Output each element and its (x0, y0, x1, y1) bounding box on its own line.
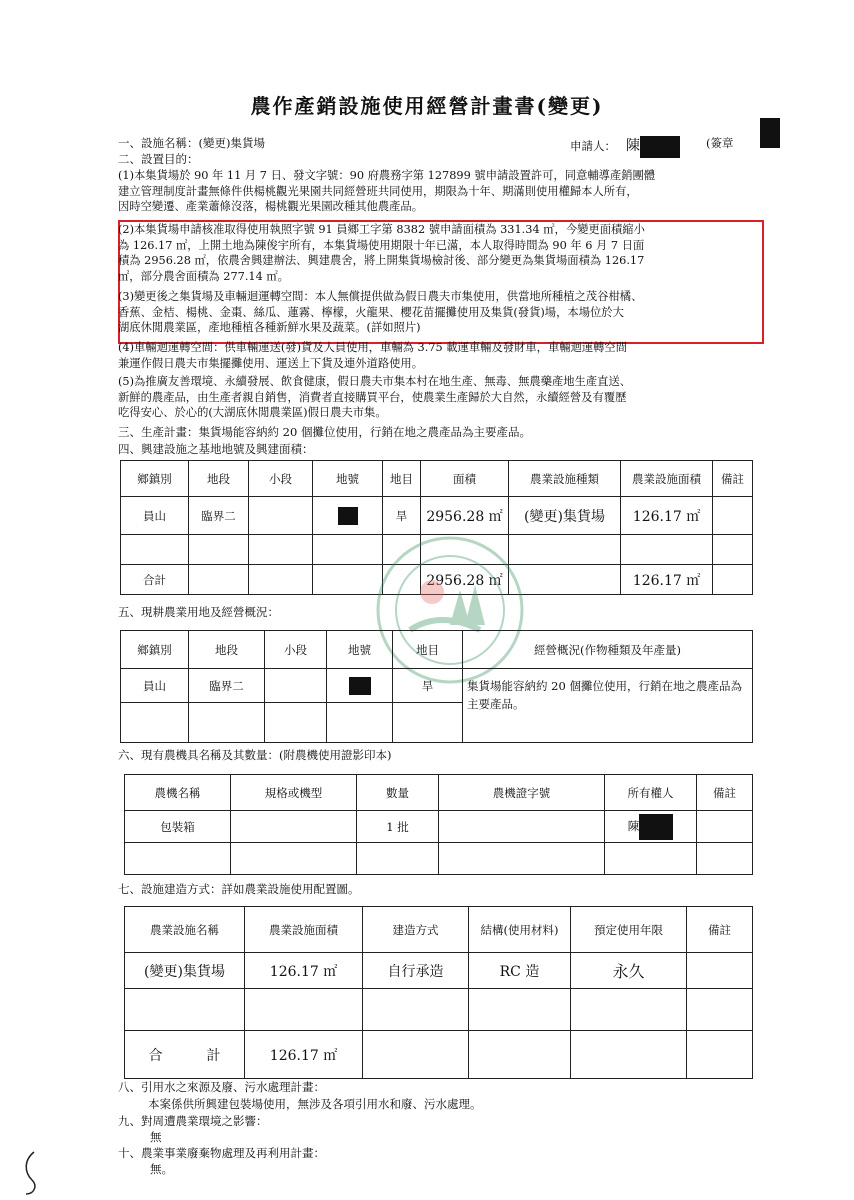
section2-heading: 二、設置目的： (118, 152, 199, 166)
purpose-para-4: (4)車輛迴運轉空間：供車輛運送(發)貨及人員使用，車輛為 3.75 載運車輛及發財車，車輛迴運轉空間 兼運作假日農夫市集擺攤使用、運送上下貨及連外道路使用。 (118, 341, 628, 370)
production-plan: 三、生產計畫：集貨場能容納約 20 個攤位使用，行銷在地之農產品為主要產品。 (118, 425, 531, 439)
parcel-redaction (338, 507, 358, 525)
table-header-row: 農機名稱 規格或機型 數量 農機證字號 所有權人 備註 (125, 775, 753, 811)
owner-cell: 陳 (605, 811, 697, 843)
sign-label: (簽章 (706, 136, 734, 150)
applicant-label: 申請人： 陳 (570, 136, 680, 158)
section4-heading: 四、興建設施之基地地號及興建面積： (118, 442, 314, 456)
operation-summary: 集貨場能容納約 20 個攤位使用，行銷在地之農產品為主要產品。 (463, 669, 753, 743)
machinery-table (124, 774, 753, 875)
owner-redaction (639, 814, 673, 840)
section5-heading: 五、現耕農業用地及經營概況： (118, 605, 279, 619)
table-header-row: 鄉鎮別 地段 小段 地號 地目 經營概況(作物種類及年產量) (121, 631, 753, 669)
farmland-table (120, 630, 753, 743)
parcel-redaction (349, 677, 371, 695)
applicant-redaction (640, 136, 680, 158)
purpose-para-2: (2)本集貨場申請核准取得使用執照字號 91 員鄉工字第 8382 號申請面積為 331.34 ㎡，今變更面積縮小 為 126.17 ㎡，上開土地為陳俊宇所有，本集貨場使用期限十年已滿，本人取得時間為 90 年 6 月 7 日面 積為 2956.28 ㎡，依農舍興建辦法、興建農舍，將上開集貨場檢討後、部分變更為集貨場面積為 126.17 ㎡，部分農舍面積為 277.14 ㎡。 (118, 223, 645, 283)
purpose-para-1: (1)本集貨場於 90 年 11 月 7 日、發文字號：90 府農務字第 127899 號申請設置許可，同意輔導產銷團體 建立管理制度計畫無條件供楊桃觀光果園共同經營班共同使用，期限為十年、期滿則使用權歸本人所有， 因時空變遷、產業蕭條沒落，楊桃觀光果園改種其他農產品。 (118, 169, 656, 213)
section8-heading: 八、引用水之來源及廢、污水處理計畫： (118, 1080, 325, 1094)
table-total-row: 合 計 126.17 ㎡ (125, 1031, 753, 1079)
table-row: 員山 臨界二 旱 集貨場能容納約 20 個攤位使用，行銷在地之農產品為主要產品。 (121, 669, 753, 703)
handwritten-mark-icon (22, 1150, 42, 1196)
facility-table (124, 906, 753, 1079)
table-row: 包裝箱 1 批 陳 (125, 811, 753, 843)
parcel-number-cell (327, 669, 393, 703)
section9-text: 無 (150, 1130, 162, 1144)
parcel-number-cell (313, 497, 383, 535)
purpose-para-5: (5)為推廣友善環境、永續發展、飲食健康，假日農夫市集本村在地生產、無毒、無農藥產地生產直送、 新鮮的農產品，由生產者親自銷售，消費者直接購買平台，使農業生產歸於大自然，永續經營及有覆歷 吃得安心、於心的(大湖底休閒農業區)假日農夫市集。 (118, 375, 632, 419)
section9-heading: 九、對周遭農業環境之影響： (118, 1114, 268, 1128)
section10-text: 無。 (150, 1162, 173, 1176)
purpose-para-3: (3)變更後之集貨場及車輛迴運轉空間：本人無償提供做為假日農夫市集使用，供當地所種植之茂谷柑橘、 香蕉、金桔、楊桃、金棗、絲瓜、蓮霧、檸檬，火龍果、櫻花苗擺攤使用及集貨(發貨)場，本場位於大 湖底休閒農業區，產地種植各種新鮮水果及蔬菜。(詳如照片) (118, 290, 643, 334)
section7-heading: 七、設施建造方式：詳如農業設施使用配置圖。 (118, 882, 360, 896)
table-total-row: 合計 2956.28 ㎡ 126.17 ㎡ (121, 565, 753, 595)
facility-name: 一、設施名稱：(變更)集貨場 (118, 136, 265, 150)
table-row: (變更)集貨場 126.17 ㎡ 自行承造 RC 造 永久 (125, 953, 753, 989)
page-title: 農作產銷設施使用經營計畫書(變更) (250, 94, 604, 118)
section8-text: 本案係供所興建包裝場使用，無涉及各項引用水和廢、污水處理。 (148, 1097, 482, 1111)
table-row: 員山 臨界二 旱 2956.28 ㎡ (變更)集貨場 126.17 ㎡ (121, 497, 753, 535)
table-row (125, 843, 753, 875)
table-header-row: 農業設施名稱 農業設施面積 建造方式 結構(使用材料) 預定使用年限 備註 (125, 907, 753, 953)
total-label: 合 計 (125, 1031, 245, 1079)
table-header-row: 鄉鎮別 地段 小段 地號 地目 面積 農業設施種類 農業設施面積 備註 (121, 461, 753, 497)
section10-heading: 十、農業事業廢棄物處理及再利用計畫： (118, 1146, 325, 1160)
table-row (125, 989, 753, 1031)
section6-heading: 六、現有農機具名稱及其數量：(附農機使用證影印本) (118, 748, 392, 762)
sign-redaction (760, 118, 780, 148)
